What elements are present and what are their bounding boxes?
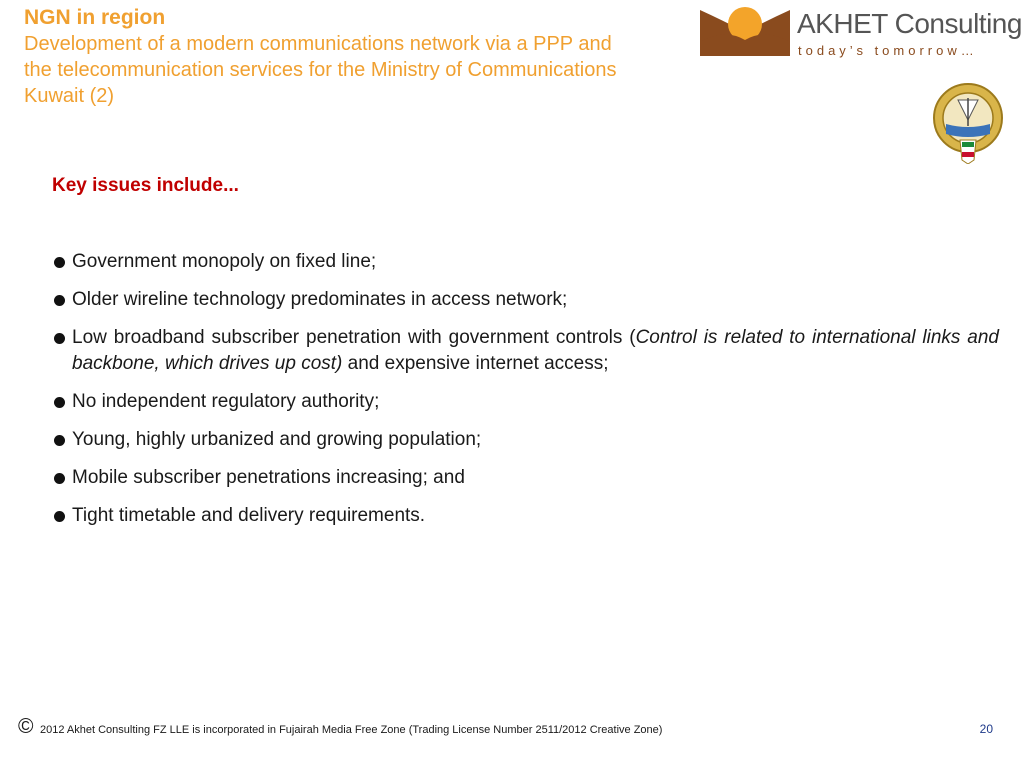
slide-title-block	[24, 5, 704, 109]
slide-title: NGN in region	[24, 6, 166, 29]
akhet-logo	[700, 2, 1022, 58]
list-item-text: Low broadband subscriber penetration with government controls (	[72, 327, 636, 348]
list-item-text: and expensive internet access;	[342, 353, 609, 374]
list-item-text: Tight timetable and delivery requirements.	[72, 505, 426, 526]
list-item-text: No independent regulatory authority;	[72, 391, 380, 412]
bullet-dot-icon	[54, 511, 65, 522]
kuwait-emblem-icon	[928, 80, 1008, 164]
slide-footer	[18, 715, 998, 741]
list-item-italic-text: Control is related to international links and backbone, which drives up cost)	[72, 327, 999, 374]
logo-tagline: today’s tomorrow…	[798, 43, 978, 58]
slide-body	[52, 172, 999, 541]
bullet-dot-icon	[54, 333, 65, 344]
page-number: 20	[979, 722, 993, 736]
bullet-dot-icon	[54, 435, 65, 446]
list-item	[52, 427, 999, 453]
list-item	[52, 249, 999, 275]
list-item-text: Mobile subscriber penetrations increasing; and	[72, 467, 465, 488]
logo-name: AKHET Consulting	[797, 8, 1022, 39]
legal-notice: 2012 Akhet Consulting FZ LLE is incorporated in Fujairah Media Free Zone (Trading License Number 2511/2012 Creative Zone)	[40, 724, 663, 736]
list-item	[52, 287, 999, 313]
bullet-dot-icon	[54, 257, 65, 268]
list-item-text: Older wireline technology predominates in access network;	[72, 289, 568, 310]
bullet-dot-icon	[54, 397, 65, 408]
list-item	[52, 503, 999, 529]
subtitle-line: the telecommunication services for the Ministry of Communications	[24, 59, 617, 81]
bullet-dot-icon	[54, 295, 65, 306]
bullet-dot-icon	[54, 473, 65, 484]
list-item-text: Young, highly urbanized and growing population;	[72, 429, 482, 450]
list-item	[52, 389, 999, 415]
key-issues-heading: Key issues include...	[52, 175, 239, 196]
copyright-symbol: ©	[18, 715, 34, 738]
list-item	[52, 325, 999, 377]
sun-dunes-logo-icon	[700, 2, 790, 56]
subtitle-line: Development of a modern communications network via a PPP and	[24, 33, 612, 55]
list-item-text: Government monopoly on fixed line;	[72, 251, 377, 272]
subtitle-line: Kuwait (2)	[24, 85, 115, 107]
key-issues-list	[52, 249, 999, 529]
list-item	[52, 465, 999, 491]
slide-subtitle	[24, 31, 704, 109]
